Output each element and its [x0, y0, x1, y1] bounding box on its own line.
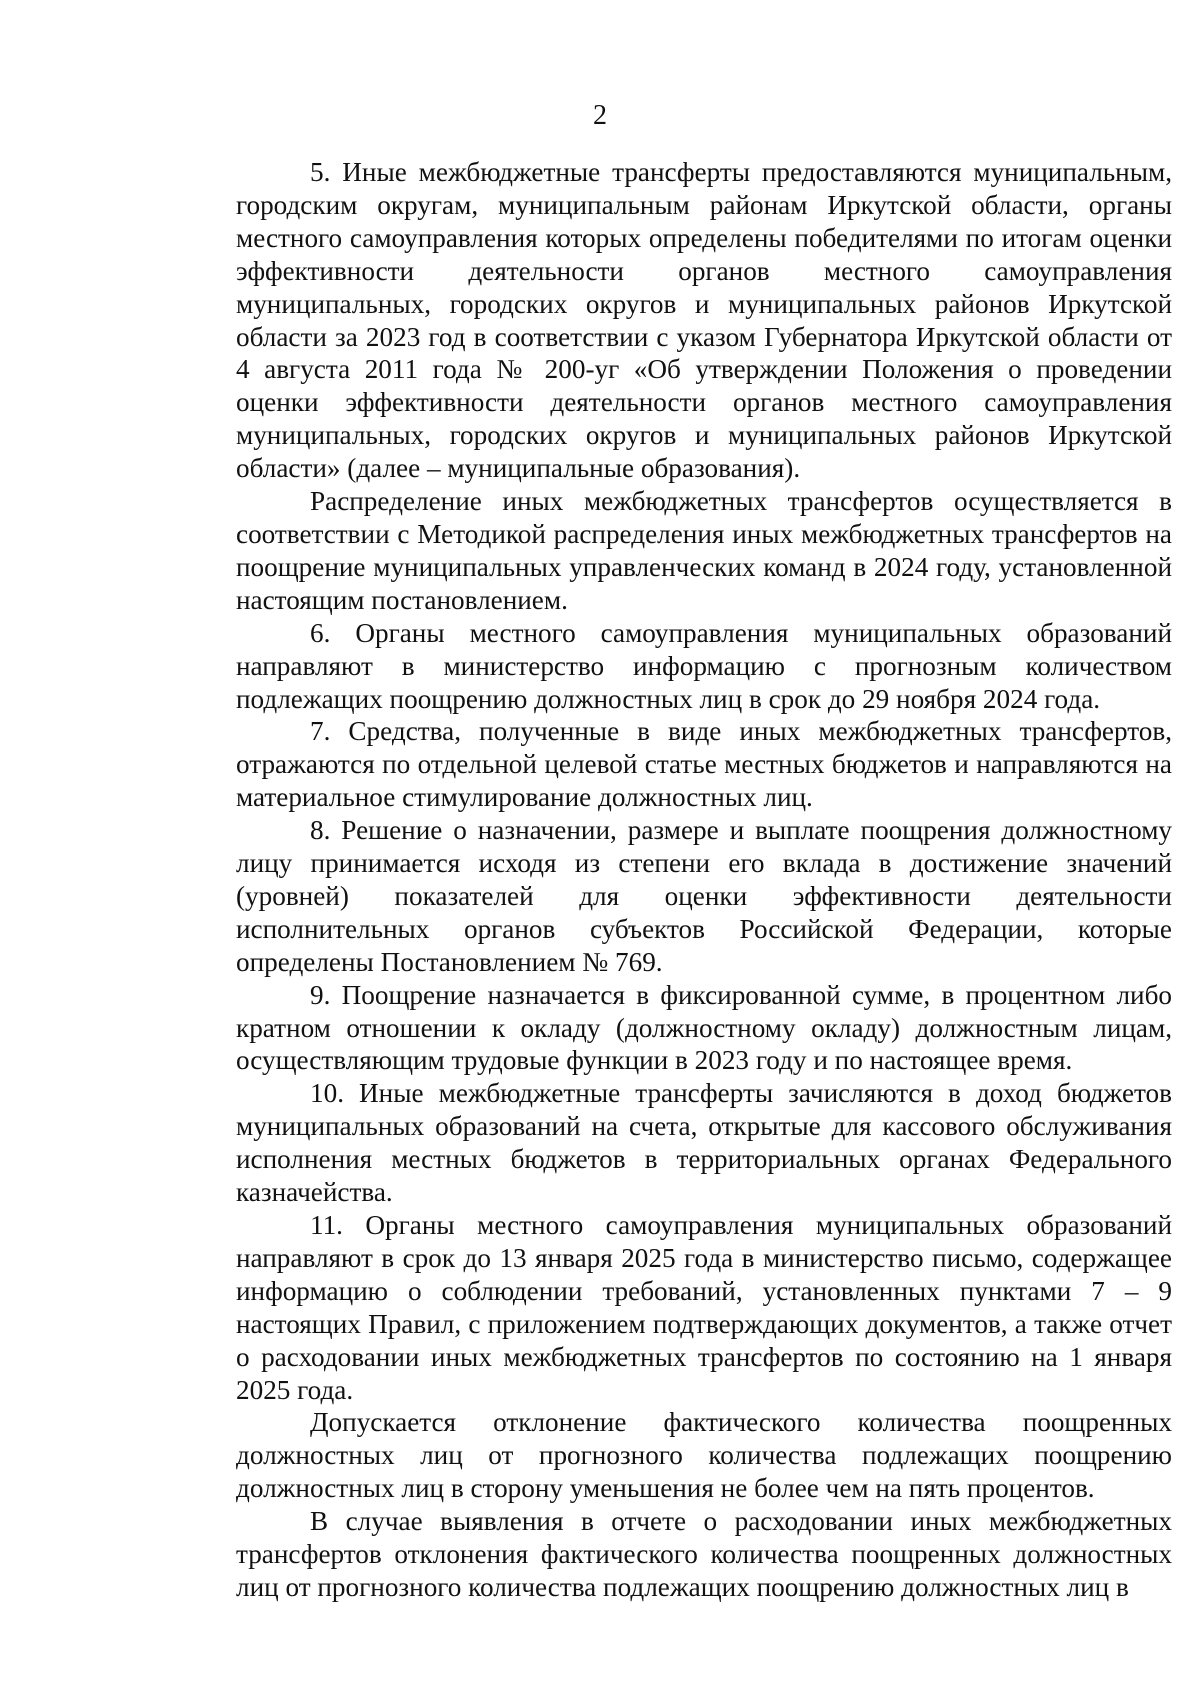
- paragraph-11: 11. Органы местного самоуправления муниципальных образований направляют в срок до 13 января 2025 года в министерство письмо, содержащее информацию о соблюдении требований, установленных пунктами 7 – 9 настоящих Правил, с приложением подтверждающих документов, а также отчет о расходовании иных межбюджетных трансфертов по состоянию на 1 января 2025 года.: [236, 1210, 1172, 1405]
- document-body: [236, 156, 1172, 1604]
- page-number: 2: [593, 100, 607, 131]
- paragraph-deviation-detected: В случае выявления в отчете о расходовании иных межбюджетных трансфертов отклонения фактического количества поощренных должностных лиц от прогнозного количества подлежащих поощрению должностных лиц в: [236, 1506, 1172, 1602]
- paragraph-9: 9. Поощрение назначается в фиксированной сумме, в процентном либо кратном отношении к окладу (должностному окладу) должностным лицам, осуществляющим трудовые функции в 2023 году и по настоящее время.: [236, 979, 1172, 1076]
- paragraph-6: 6. Органы местного самоуправления муниципальных образований направляют в министерство информацию с прогнозным количеством подлежащих поощрению должностных лиц в срок до 29 ноября 2024 года.: [236, 617, 1172, 714]
- paragraph-8: 8. Решение о назначении, размере и выплате поощрения должностному лицу принимается исходя из степени его вклада в достижение значений (уровней) показателей для оценки эффективности деятельности исполнительных органов субъектов Российской Федерации, которые определены Постановлением № 769.: [236, 815, 1172, 977]
- paragraph-10: 10. Иные межбюджетные трансферты зачисляются в доход бюджетов муниципальных образований на счета, открытые для кассового обслуживания исполнения местных бюджетов в территориальных органах Федерального казначейства.: [236, 1078, 1172, 1208]
- paragraph-5: 5. Иные межбюджетные трансферты предоставляются муниципальным, городским округам, муниципальным районам Иркутской области, органы местного самоуправления которых определены победителями по итогам оценки эффективности деятельности органов местного самоуправления муниципальных, городских округов и муниципальных районов Иркутской области за 2023 год в соответствии с указом Губернатора Иркутской области от 4 августа 2011 года № 200-уг «Об утверждении Положения о проведении оценки эффективности деятельности органов местного самоуправления муниципальных, городских округов и муниципальных районов Иркутской области» (далее – муниципальные образования).: [236, 157, 1172, 484]
- paragraph-distribution: Распределение иных межбюджетных трансфертов осуществляется в соответствии с Методикой распределения иных межбюджетных трансфертов на поощрение муниципальных управленческих команд в 2024 году, установленной настоящим постановлением.: [236, 486, 1172, 615]
- paragraph-deviation-allowed: Допускается отклонение фактического количества поощренных должностных лиц от прогнозного количества подлежащих поощрению должностных лиц в сторону уменьшения не более чем на пять процентов.: [236, 1407, 1172, 1504]
- paragraph-7: 7. Средства, полученные в виде иных межбюджетных трансфертов, отражаются по отдельной целевой статье местных бюджетов и направляются на материальное стимулирование должностных лиц.: [236, 716, 1172, 813]
